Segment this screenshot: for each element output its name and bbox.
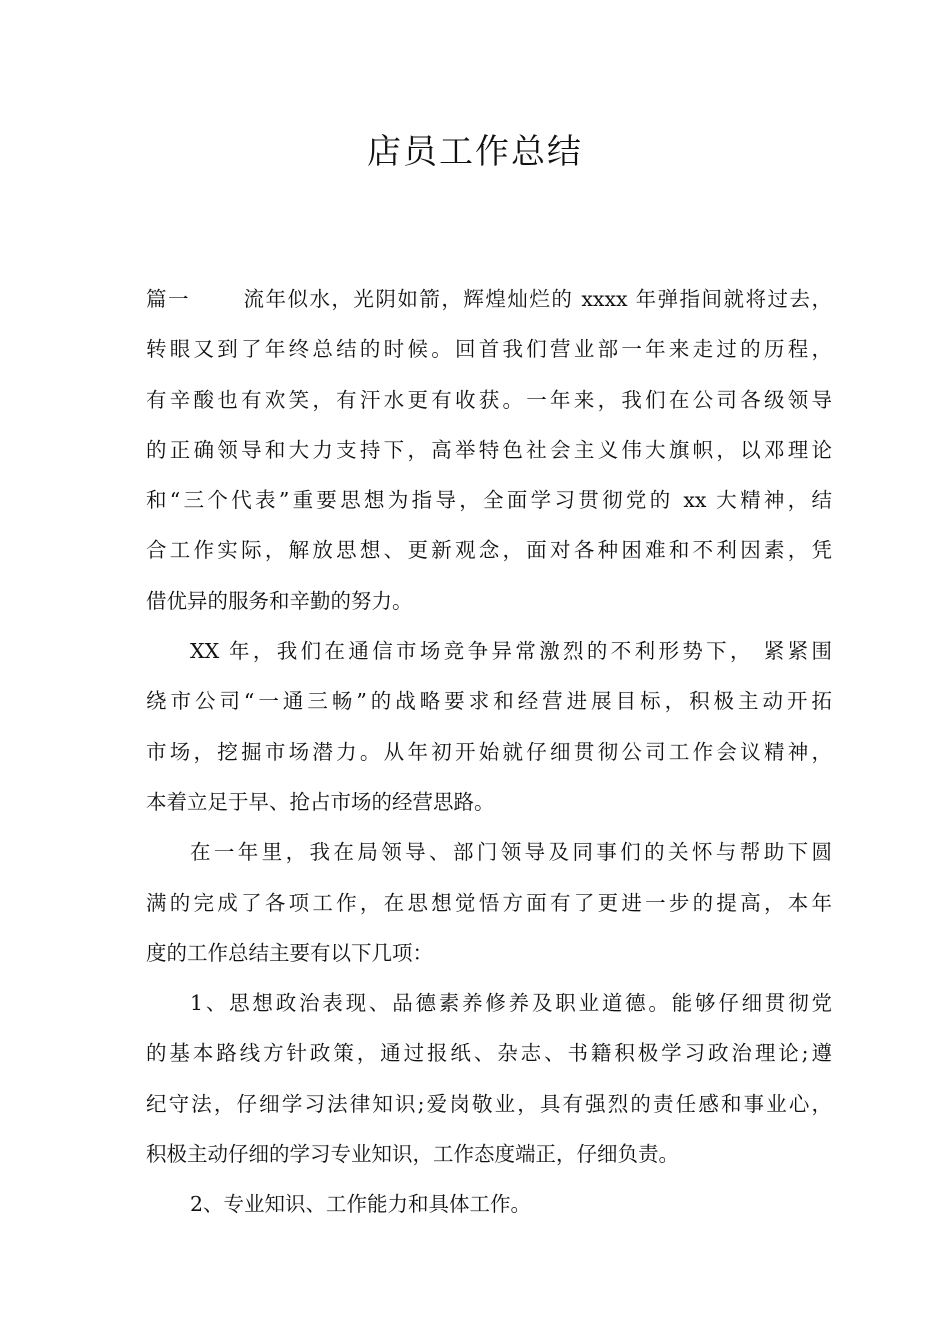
paragraph-line: XX 年，我们在通信市场竞争异常激烈的不利形势下， 紧紧围	[190, 639, 832, 664]
paragraph-line: 的基本路线方针政策，通过报纸、杂志、书籍积极学习政治理论;遵	[146, 1041, 832, 1066]
paragraph-line: 市场，挖掘市场潜力。从年初开始就仔细贯彻公司工作会议精神，	[146, 739, 832, 764]
paragraph-line: 1、思想政治表现、品德素养修养及职业道德。能够仔细贯彻党	[190, 991, 832, 1016]
paragraph-line: 纪守法，仔细学习法律知识;爱岗敬业，具有强烈的责任感和事业心，	[146, 1091, 832, 1116]
paragraph-line: 本着立足于早、抢占市场的经营思路。	[146, 789, 495, 814]
paragraph-line	[146, 274, 832, 324]
intro-label: 篇一	[146, 287, 190, 311]
paragraph-line: 和“三个代表”重要思想为指导，全面学习贯彻党的 xx 大精神，结	[146, 488, 832, 513]
paragraph-line: 转眼又到了年终总结的时候。回首我们营业部一年来走过的历程，	[146, 337, 832, 362]
line-text: 流年似水，光阴如箭，辉煌灿烂的 xxxx 年弹指间就将过去，	[241, 287, 832, 311]
document-body	[146, 274, 832, 1230]
paragraph-line: 借优异的服务和辛勤的努力。	[146, 588, 413, 613]
document-title: 店员工作总结	[367, 132, 583, 172]
paragraph-line: 在一年里，我在局领导、部门领导及同事们的关怀与帮助下圆	[190, 840, 832, 865]
paragraph-line: 度的工作总结主要有以下几项：	[146, 940, 433, 965]
paragraph-line: 2、专业知识、工作能力和具体工作。	[190, 1192, 532, 1217]
paragraph-line: 积极主动仔细的学习专业知识，工作态度端正，仔细负责。	[146, 1142, 679, 1167]
paragraph-line: 有辛酸也有欢笑，有汗水更有收获。一年来，我们在公司各级领导	[146, 387, 832, 412]
paragraph-line: 满的完成了各项工作，在思想觉悟方面有了更进一步的提高，本年	[146, 890, 832, 915]
paragraph-line: 合工作实际，解放思想、更新观念，面对各种困难和不利因素，凭	[146, 538, 832, 563]
paragraph-line: 的正确领导和大力支持下，高举特色社会主义伟大旗帜，以邓理论	[146, 437, 832, 462]
paragraph-line: 绕市公司“一通三畅”的战略要求和经营进展目标，积极主动开拓	[146, 689, 832, 714]
